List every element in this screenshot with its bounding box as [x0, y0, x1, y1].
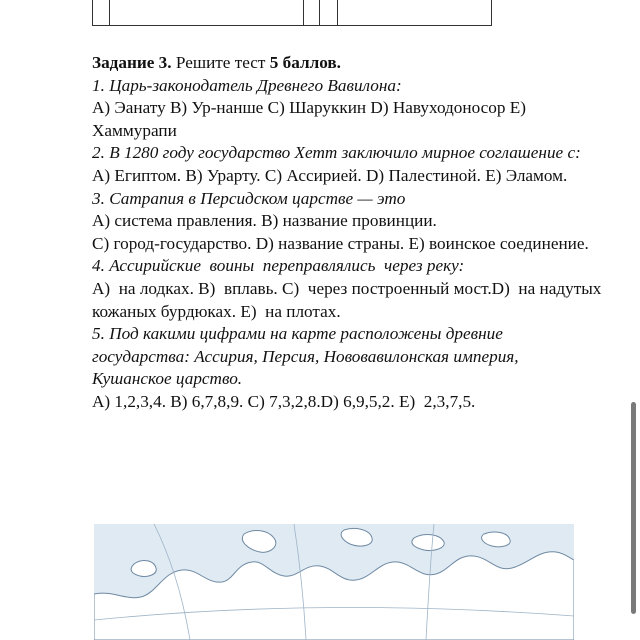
question-4: 4. Ассирийские воины переправлялись через реку: — [92, 256, 465, 276]
answers-3-line-2: С) город-государство. D) название страны. Е) воинское соединение. — [92, 233, 589, 253]
table-fragment — [92, 0, 492, 26]
answers-3-line-1: А) система правления. В) название провинции. — [92, 211, 437, 231]
task-heading-bold: Задание 3. — [92, 53, 172, 72]
question-1: 1. Царь-законодатель Древнего Вавилона: — [92, 75, 402, 95]
table-column-divider — [337, 0, 338, 25]
answers-1: А) Эанату В) Ур-нанше С) Шаруккин D) Навуходоносор Е) Хаммурапи — [92, 98, 526, 140]
task-heading-points: 5 баллов. — [269, 53, 341, 72]
table-column-divider — [109, 0, 110, 25]
answers-2: А) Египтом. В) Урарту. С) Ассирией. D) Палестиной. Е) Эламом. — [92, 165, 568, 185]
test-content — [92, 52, 606, 414]
map-outline — [94, 524, 574, 640]
answers-4: А) на лодках. В) вплавь. С) через построенный мост.D) на надутых кожаных бурдюках. Е) на плотах. — [92, 278, 606, 321]
question-5: 5. Под какими цифрами на карте расположены древние государства: Ассирия, Персия, Нововавилонская империя, Кушанское царство. — [92, 324, 519, 389]
outline-map-image — [94, 524, 574, 640]
task-heading — [92, 52, 602, 75]
table-column-divider — [303, 0, 304, 25]
answers-5: А) 1,2,3,4. В) 6,7,8,9. С) 7,3,2,8.D) 6,9,5,2. Е) 2,3,7,5. — [92, 391, 476, 411]
task-heading-text: Решите тест — [171, 53, 270, 72]
question-2: 2. В 1280 году государство Хетт заключило мирное соглашение с: — [92, 143, 581, 163]
table-column-divider — [319, 0, 320, 25]
question-3: 3. Сатрапия в Персидском царстве — это — [92, 188, 406, 208]
scrollbar-thumb[interactable] — [631, 402, 636, 614]
